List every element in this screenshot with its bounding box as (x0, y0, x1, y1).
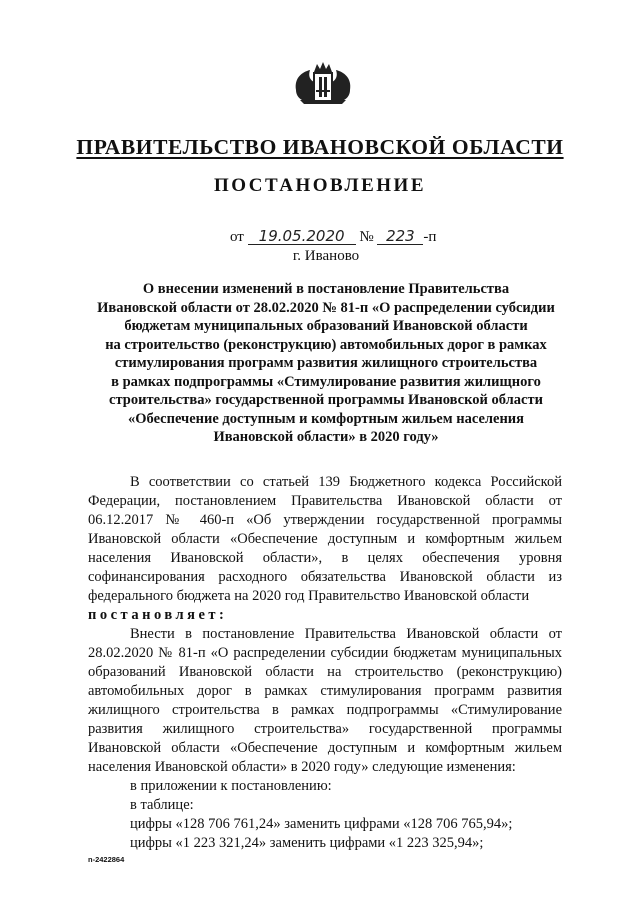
document-number: 223 (377, 228, 423, 245)
preamble-paragraph: В соответствии со статьей 139 Бюджетного кодекса Российской Федерации, постановлением Правительства Ивановской области от 06.12.2017 № 460-п «Об утверждении государственной программы Ивановской области «Обеспечение доступным и комфортным жильем населения Ивановской области», в целях обеспечения уровня софинансирования расходного обязательства Ивановской области из федерального бюджета на 2020 год Правительство Ивановской области (88, 474, 562, 604)
footer-code: n-2422864 (88, 855, 125, 864)
subject-line: О внесении изменений в постановление Правительства (142, 281, 510, 297)
document-body (88, 473, 562, 853)
subject-line: Ивановской области» в 2020 году» (213, 429, 439, 445)
subject-line: строительства» государственной программы Ивановской области (109, 392, 543, 408)
subject-line: бюджетам муниципальных образований Ивановской области (124, 318, 528, 334)
government-title (0, 135, 640, 160)
subject-line: в рамках подпрограммы «Стимулирование развития жилищного (111, 373, 541, 390)
amendment-line: в приложении к постановлению: (130, 778, 332, 794)
subject-line: Ивановской области от 28.02.2020 № 81-п «О распределении субсидии (97, 299, 555, 316)
document-type: ПОСТАНОВЛЕНИЕ (213, 175, 427, 196)
subject-line: «Обеспечение доступным и комфортным жильем населения (127, 410, 525, 427)
decree-word: постановляет: (88, 607, 228, 623)
number-suffix: -п (423, 229, 437, 245)
subject-line: стимулирования программ развития жилищного строительства (114, 355, 538, 371)
document-subject (92, 280, 560, 447)
amendment-line: цифры «1 223 321,24» заменить цифрами «1 223 325,94»; (130, 835, 484, 851)
city: г. Иваново (292, 248, 360, 264)
document-date: 19.05.2020 (248, 228, 356, 245)
amendment-paragraph: Внести в постановление Правительства Ивановской области от 28.02.2020 № 81-п «О распределении субсидии бюджетам муниципальных образований Ивановской области на строительство (реконструкцию) автомобильных дорог в рамках стимулирования программ развития жилищного строительства в рамках подпрограммы «Стимулирование развития жилищного строительства» государственной программы Ивановской области «Обеспечение доступным и комфортным жильем населения Ивановской области» в 2020 году» следующие изменения: (88, 626, 562, 775)
date-prefix: от (230, 229, 244, 245)
government-title-text: ПРАВИТЕЛЬСТВО ИВАНОВСКОЙ ОБЛАСТИ (76, 135, 564, 159)
date-number-line (230, 228, 436, 246)
amendment-line: цифры «128 706 761,24» заменить цифрами «128 706 765,94»; (130, 816, 513, 832)
subject-line: на строительство (реконструкцию) автомобильных дорог в рамках (105, 336, 547, 353)
amendment-line: в таблице: (130, 797, 194, 813)
coat-of-arms-icon (292, 60, 354, 106)
number-sign: № (359, 229, 374, 245)
